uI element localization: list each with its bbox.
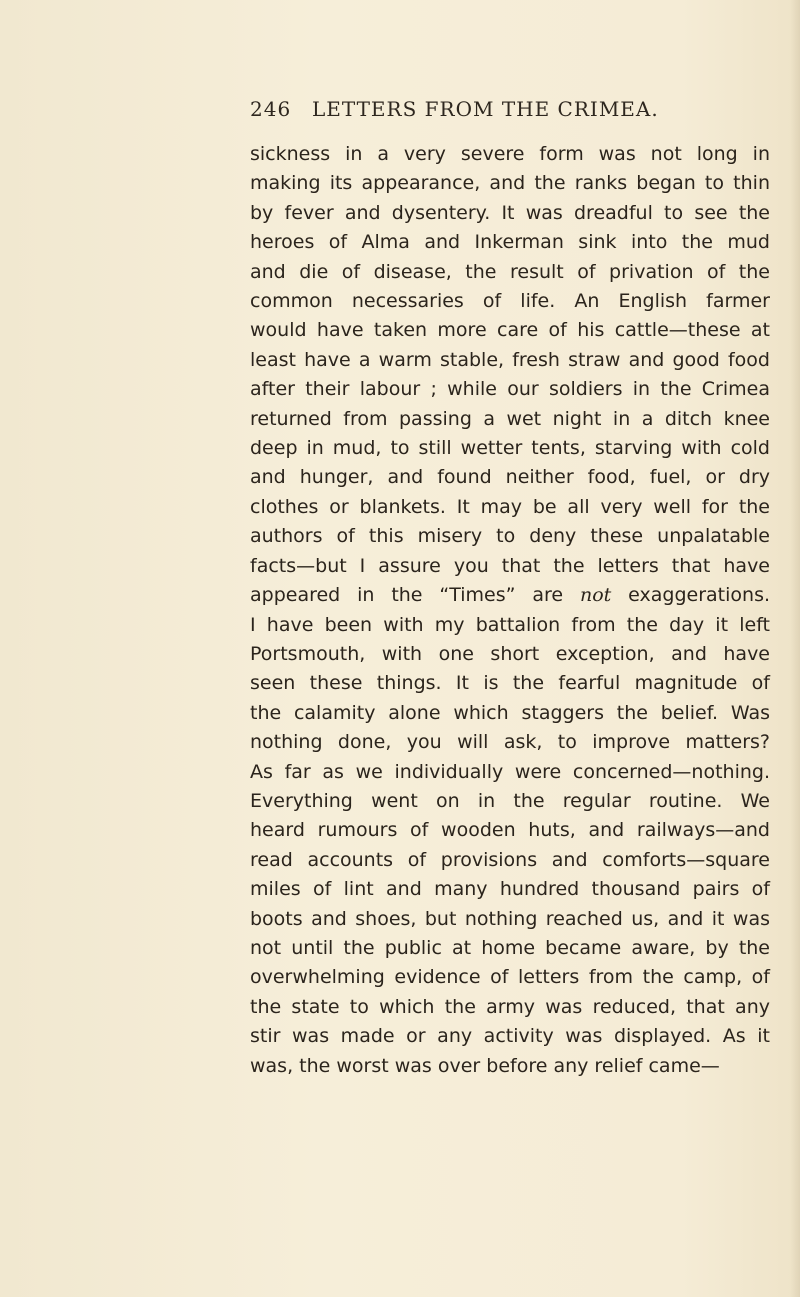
text-line: by fever and dysentery. It was dreadful to see the (250, 201, 770, 224)
text-line: and die of disease, the result of privation of the (250, 260, 770, 283)
text-line: boots and shoes, but nothing reached us, and it was (250, 907, 770, 930)
text-line: read accounts of provisions and comforts—square (250, 848, 770, 871)
text-line: miles of lint and many hundred thousand pairs of (250, 878, 770, 901)
running-header (250, 97, 659, 121)
text-line: stir was made or any activity was displayed. As it (250, 1025, 770, 1048)
text-line: seen these things. It is the fearful magnitude of (250, 672, 770, 695)
text-segment: appeared in the “Times” are (250, 584, 564, 607)
text-line: deep in mud, to still wetter tents, starving with cold (250, 437, 770, 460)
text-segment: exaggerations. (628, 584, 771, 607)
text-line: Everything went on in the regular routine. We (250, 789, 770, 812)
page-edge-shadow (790, 0, 800, 1297)
text-line: I have been with my battalion from the day it left (250, 613, 770, 636)
text-line: would have taken more care of his cattle—these at (250, 319, 770, 342)
text-line: least have a warm stable, fresh straw and good food (250, 348, 770, 371)
text-line: Portsmouth, with one short exception, and have (250, 642, 770, 665)
text-line: returned from passing a wet night in a ditch knee (250, 407, 770, 430)
text-line: after their labour ; while our soldiers in the Crimea (250, 378, 770, 401)
text-line: heroes of Alma and Inkerman sink into the mud (250, 231, 770, 254)
text-line: nothing done, you will ask, to improve matters? (250, 731, 770, 754)
text-line: authors of this misery to deny these unpalatable (250, 525, 770, 548)
text-line: common necessaries of life. An English farmer (250, 290, 770, 313)
text-line: clothes or blankets. It may be all very well for the (250, 495, 770, 518)
text-line: sickness in a very severe form was not long in (250, 143, 770, 165)
running-title: LETTERS FROM THE CRIMEA. (312, 97, 659, 121)
text-line-with-italic (250, 581, 770, 610)
text-line: the calamity alone which staggers the belief. Was (250, 701, 770, 724)
text-line: not until the public at home became aware, by the (250, 936, 770, 959)
page-number: 246 (250, 97, 292, 121)
text-line: heard rumours of wooden huts, and railways—and (250, 819, 770, 842)
text-line: and hunger, and found neither food, fuel, or dry (250, 466, 770, 489)
text-line: making its appearance, and the ranks began to thin (250, 172, 770, 195)
italic-emphasis: not (579, 584, 612, 607)
text-line: As far as we individually were concerned—nothing. (250, 760, 770, 783)
text-line: was, the worst was over before any relief came— (250, 1054, 720, 1077)
body-text (250, 140, 770, 1081)
text-line: the state to which the army was reduced, that any (250, 995, 770, 1018)
text-line: overwhelming evidence of letters from the camp, of (250, 966, 770, 989)
text-line: facts—but I assure you that the letters that have (250, 554, 770, 577)
